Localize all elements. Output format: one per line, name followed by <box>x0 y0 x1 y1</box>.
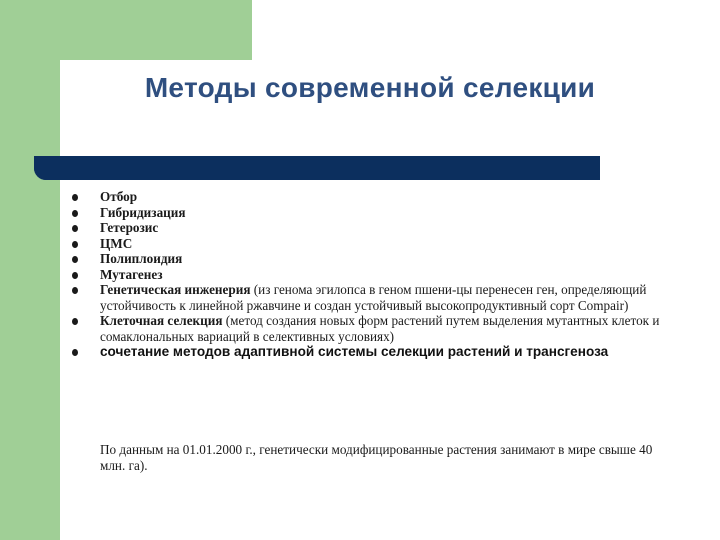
bullet-icon <box>72 241 78 248</box>
methods-list <box>72 189 682 360</box>
item-lead: ЦМС <box>100 235 133 251</box>
item-lead: сочетание методов адаптивной системы селекции растений и трансгеноза <box>100 344 609 359</box>
title-divider-bar <box>34 156 600 180</box>
list-item <box>72 251 682 267</box>
list-item <box>72 282 682 313</box>
bullet-icon <box>72 349 78 356</box>
bullet-icon <box>72 225 78 232</box>
item-lead: Мутагенез <box>100 266 163 282</box>
item-lead: Гетерозис <box>100 220 159 235</box>
list-item <box>72 236 682 252</box>
item-detail: (метод создания новых форм растений путем выделения мутантных клеток и сомаклональных вариаций в селективных условиях) <box>100 313 660 344</box>
list-item <box>72 205 682 221</box>
list-item <box>72 220 682 236</box>
footnote-text: По данным на 01.01.2000 г., генетически модифицированные растения занимают в мире свыше 40 млн. га). <box>100 442 653 473</box>
slide-title: Методы современной селекции <box>144 72 596 103</box>
list-item <box>72 267 682 283</box>
bullet-icon <box>72 272 78 279</box>
top-green-block <box>0 0 252 60</box>
item-lead: Генетическая инженерия <box>100 282 251 297</box>
bullet-icon <box>72 318 78 325</box>
item-lead: Отбор <box>100 189 138 204</box>
list-item <box>72 344 682 360</box>
item-lead: Клеточная селекция <box>100 313 223 328</box>
list-item <box>72 313 682 344</box>
bullet-icon <box>72 256 78 263</box>
bullet-icon <box>72 287 78 294</box>
bullet-icon <box>72 210 78 217</box>
bullet-icon <box>72 194 78 201</box>
item-lead: Гибридизация <box>100 204 186 220</box>
item-lead: Полиплоидия <box>100 251 183 266</box>
item-detail: (из генома эгилопса в геном пшени-цы перенесен ген, определяющий устойчивость к линейной ржавчине и создан устойчивый высокопродуктивный сорт Compair) <box>100 282 647 313</box>
list-item <box>72 189 682 205</box>
